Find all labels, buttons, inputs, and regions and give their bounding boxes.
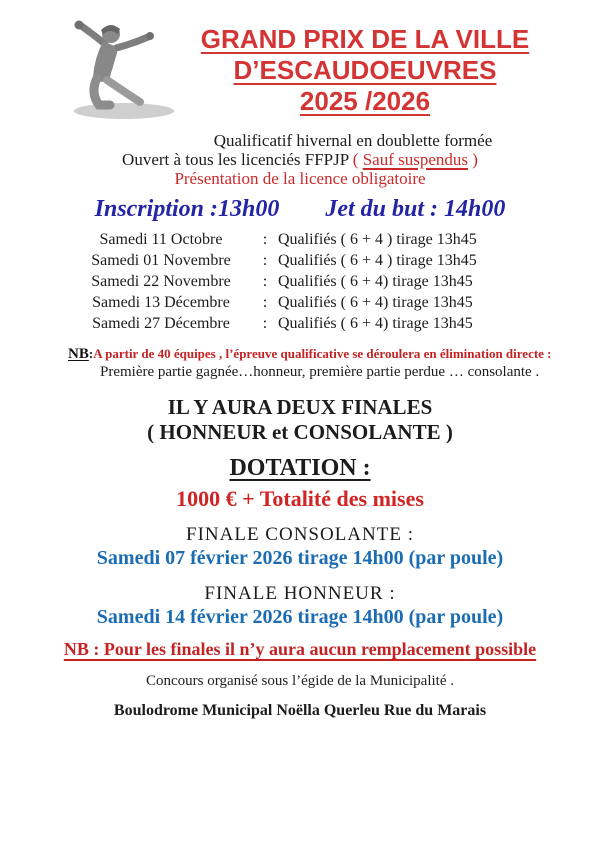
schedule-row bbox=[0, 292, 600, 313]
header bbox=[0, 0, 600, 128]
title-line-1: GRAND PRIX DE LA VILLE bbox=[200, 24, 530, 54]
intro-ouvert-text: Ouvert à tous les licenciés FFPJP bbox=[122, 150, 349, 169]
schedule-row bbox=[0, 250, 600, 271]
schedule-details: Qualifiés ( 6 + 4) tirage 13h45 bbox=[278, 273, 473, 290]
title-line-2: D’ESCAUDOEUVRES bbox=[233, 55, 497, 85]
schedule-details: Qualifiés ( 6 + 4 ) tirage 13h45 bbox=[278, 231, 477, 248]
footer-municipalite: Concours organisé sous l’égide de la Municipalité . bbox=[146, 673, 454, 689]
nb-finales-note: NB : Pour les finales il n’y aura aucun remplacement possible bbox=[63, 639, 537, 659]
nb-qualification-note bbox=[0, 345, 600, 381]
schedule-date: Samedi 11 Octobre bbox=[99, 231, 223, 248]
petanque-player-icon bbox=[50, 18, 182, 128]
finale-consolante-heading: FINALE CONSOLANTE : bbox=[186, 524, 414, 545]
intro-line-ouvert bbox=[0, 150, 600, 169]
schedule-colon: : bbox=[262, 252, 268, 269]
nb-red-text: A partir de 40 équipes , l’épreuve qualificative se déroulera en élimination directe : bbox=[93, 346, 552, 361]
schedule-date: Samedi 01 Novembre bbox=[91, 252, 231, 269]
page-title bbox=[182, 18, 548, 117]
intro-section bbox=[0, 131, 600, 188]
schedule-colon: : bbox=[262, 315, 268, 332]
finale-consolante-date: Samedi 07 février 2026 tirage 14h00 (par poule) bbox=[96, 547, 504, 569]
intro-line-qualificatif: Qualificatif hivernal en doublette formée bbox=[213, 131, 493, 150]
schedule-date: Samedi 13 Décembre bbox=[92, 294, 230, 311]
dotation-amount: 1000 € + Totalité des mises bbox=[176, 486, 424, 511]
title-line-3: 2025 /2026 bbox=[299, 86, 431, 116]
schedule-colon: : bbox=[262, 294, 268, 311]
schedule-details: Qualifiés ( 6 + 4) tirage 13h45 bbox=[278, 294, 473, 311]
nb-note-line-2: Première partie gagnée…honneur, première partie perdue … consolante . bbox=[100, 364, 540, 380]
schedule-row bbox=[0, 313, 600, 334]
schedule-row bbox=[0, 271, 600, 292]
nb-colon: : bbox=[88, 346, 94, 361]
schedule-row bbox=[0, 229, 600, 250]
nb-label: NB bbox=[68, 346, 89, 362]
finale-honneur-date: Samedi 14 février 2026 tirage 14h00 (par poule) bbox=[96, 606, 504, 628]
paren-open: ( bbox=[352, 150, 359, 169]
schedule-details: Qualifiés ( 6 + 4 ) tirage 13h45 bbox=[278, 252, 477, 269]
schedule-colon: : bbox=[262, 231, 268, 248]
intro-line-licence: Présentation de la licence obligatoire bbox=[174, 169, 426, 188]
finales-heading-line-1: IL Y AURA DEUX FINALES bbox=[167, 395, 433, 419]
times-line bbox=[0, 195, 600, 224]
finales-heading bbox=[0, 395, 600, 445]
schedule-details: Qualifiés ( 6 + 4) tirage 13h45 bbox=[278, 315, 473, 332]
schedule-date: Samedi 22 Novembre bbox=[91, 273, 231, 290]
schedule-colon: : bbox=[262, 273, 268, 290]
jet-du-but-time: Jet du but : 14h00 bbox=[325, 196, 506, 222]
finales-heading-line-2: ( HONNEUR et CONSOLANTE ) bbox=[147, 420, 453, 444]
qualification-schedule bbox=[0, 229, 600, 334]
dotation-heading-text: DOTATION : bbox=[229, 455, 371, 481]
finale-honneur-heading: FINALE HONNEUR : bbox=[204, 583, 396, 604]
dotation-heading bbox=[0, 454, 600, 482]
inscription-time: Inscription :13h00 bbox=[94, 196, 280, 222]
schedule-date: Samedi 27 Décembre bbox=[92, 315, 230, 332]
nb-note-line-1 bbox=[68, 345, 600, 363]
paren-close: ) bbox=[472, 150, 478, 169]
footer-boulodrome-address: Boulodrome Municipal Noëlla Querleu Rue du Marais bbox=[113, 702, 487, 719]
sauf-suspendus-text: Sauf suspendus bbox=[362, 150, 469, 169]
